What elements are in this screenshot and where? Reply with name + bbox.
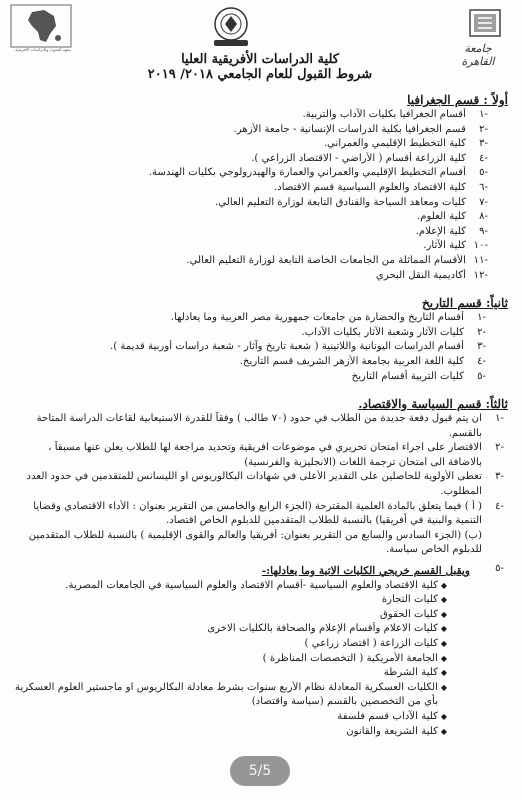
- list-item: [14, 123, 508, 138]
- list-item: [14, 239, 508, 254]
- bullet-icon: ◆: [440, 580, 448, 590]
- list-item-text: كلية التخطيط الإقليمي والعمراني.: [323, 138, 466, 150]
- bullet-icon: ◆: [440, 609, 448, 619]
- list-item-text: قسم الجغرافيا بكلية الدراسات الإنسانية - جامعة الأزهر.: [233, 123, 466, 135]
- list-item-text: كلية اللغة العربية بجامعة الأزهر الشريف قسم التاريخ.: [239, 355, 464, 367]
- list-item-text: أقسام الدراسات اليونانية واللاتينية ( شعبة تاريخ وآثار - شعبة دراسات أوربية قديمة ).: [109, 341, 464, 353]
- admission-year-title: شروط القبول للعام الجامعي ٢٠١٨/ ٢٠١٩: [147, 67, 373, 82]
- history-list: [14, 311, 508, 384]
- list-number: -٩: [479, 225, 488, 237]
- faculty-item: [14, 652, 508, 667]
- faculty-item: [14, 622, 508, 637]
- list-item-text: أقسام الجغرافيا بكليات الآداب والتربية.: [302, 109, 466, 120]
- list-number: -٤: [477, 355, 486, 367]
- list-item-text: أكاديمية النقل البحري: [375, 269, 466, 281]
- faculty-name: كليات التجارة: [381, 594, 438, 606]
- list-item: [14, 326, 508, 341]
- list-item: [14, 166, 508, 181]
- list-item: [14, 441, 508, 470]
- list-number: -٢: [495, 442, 504, 454]
- politics-conditions-list: [14, 412, 508, 558]
- list-number: -٦: [479, 181, 488, 193]
- faculty-item: [14, 593, 508, 608]
- list-item-text: أقسام التاريخ والحضارة من جامعات جمهورية مصر العربية وما يعادلها.: [170, 312, 464, 324]
- faculty-name: الكليات العسكرية المعادلة نظام الأربع سنوات بشرط معادلة البكالريوس او ماجستير العلوم العسكرية بأي من التخصصين بالقسم (سياسة واقتصاد): [15, 681, 438, 708]
- list-item: [14, 529, 508, 558]
- faculty-item: [14, 710, 508, 725]
- faculty-item: [14, 637, 508, 652]
- list-number: -١٢: [473, 269, 488, 281]
- list-number: -١: [479, 109, 488, 120]
- list-item-text: ان يتم قبول دفعة جديدة من الطلاب في حدود (٧٠ طالب ) وفقاً للقدرة الاستيعابية لقاعات الدراسة المتاحة بالقسم.: [36, 413, 482, 439]
- list-number: -٨: [479, 211, 488, 223]
- list-item-text: كليات الآثار وشعبة الآثار بكليات الآداب.: [301, 326, 464, 338]
- list-item-text: كلية الإعلام.: [415, 225, 466, 237]
- bullet-icon: ◆: [440, 726, 448, 736]
- cairo-university-label: جامعة القاهرة: [461, 42, 495, 68]
- list-item-text: ( أ ) فيما يتعلق بالمادة العلمية المقترحة (الجزء الرابع والخامس من التقرير بعنوان : الأداء الاقتصادي وقضايا التنمية والبنية في أفريقيا) بالنسبة للطلاب المتقدمين للدبلوم الخاص اقتصاد.: [33, 500, 482, 527]
- geography-list: [14, 108, 508, 283]
- list-item-text: كلية العلوم.: [416, 211, 466, 223]
- list-number: -٥: [477, 370, 486, 382]
- list-number: -٤: [495, 500, 504, 512]
- list-item-text: الاقتصار على اجراء امتحان تحريري في موضوعات افريقية وتحديد مراجعة لها للطلاب يعلن عنها مسبقاً ، بالاضافة الى امتحان ترجمة اللغات (الانجليزية والفرنسية): [48, 442, 482, 468]
- list-number: -٤: [479, 152, 488, 164]
- bullet-icon: ◆: [440, 682, 448, 692]
- faculty-name: كلية الاقتصاد والعلوم السياسية -أقسام الاقتصاد والعلوم السياسية في الجامعات المصرية.: [65, 579, 438, 591]
- college-name: كلية الدراسات الأفريقية العليا: [181, 52, 339, 67]
- faculty-name: كلية الشرطة: [383, 667, 438, 679]
- section-title-geography: أولاً : قسم الجغرافيا: [407, 93, 508, 107]
- list-item-text: كلية الزراعة أقسام ( الأراضي - الاقتصاد الزراعي ).: [251, 152, 466, 164]
- list-item-text: تعطى الأولوية للحاصلين على التقدير الأعلى في شهادات البكالوريوس او الليسانس للمتقدمين في حدود العدد المطلوب.: [26, 471, 482, 498]
- faculty-item: [14, 666, 508, 681]
- faculty-name: كليات الزراعة ( اقتصاد زراعي ): [304, 638, 438, 649]
- list-number: -٢: [479, 123, 488, 135]
- list-item: [14, 470, 508, 499]
- list-item: [14, 412, 508, 441]
- section-title-politics: ثالثاً: قسم السياسة والاقتصاد.: [358, 397, 508, 412]
- page-indicator: 5/5: [230, 756, 290, 786]
- list-item: [14, 108, 508, 123]
- bullet-icon: ◆: [440, 639, 448, 648]
- list-item: [14, 137, 508, 152]
- list-item: [14, 196, 508, 211]
- list-item: [14, 152, 508, 167]
- university-seal-icon: [200, 4, 262, 48]
- list-number: -٢: [477, 326, 486, 338]
- cairo-university-logo-icon: [460, 4, 510, 44]
- list-number: -٥: [495, 563, 504, 575]
- section-title-history: ثانياً: قسم التاريخ: [422, 296, 508, 311]
- africa-institute-logo-icon: [10, 4, 72, 48]
- list-number: -٥: [479, 167, 488, 179]
- faculty-item: [14, 725, 508, 740]
- bullet-icon: ◆: [440, 668, 448, 678]
- faculty-item: [14, 681, 508, 710]
- list-item-text: أقسام التخطيط الإقليمي والعمراني والعمارة والهيدرولوجي بكليات الهندسة.: [148, 167, 466, 179]
- list-number: -١١: [473, 254, 488, 266]
- faculty-name: كلية الشريعة والقانون: [346, 725, 438, 737]
- document-body: [14, 88, 508, 739]
- list-item-text: الأقسام المماثلة من الجامعات الخاصة التابعة لوزارة التعليم العالي.: [186, 254, 466, 266]
- list-number: -٧: [479, 196, 488, 208]
- faculty-name: الجامعة الأمريكية ( التخصصات المناظرة ): [262, 652, 438, 664]
- list-item: [14, 311, 508, 326]
- list-item: [14, 269, 508, 284]
- list-item-text: كليات ومعاهد السياحة والفنادق التابعة لوزارة التعليم العالي.: [215, 196, 466, 208]
- list-number: -٣: [477, 341, 486, 353]
- list-item: [14, 355, 508, 370]
- list-item-text: كلية الآثار.: [423, 240, 466, 252]
- list-item: [14, 181, 508, 196]
- list-number: -١: [477, 312, 486, 324]
- list-item: [14, 254, 508, 269]
- list-item: [14, 370, 508, 385]
- bullet-icon: ◆: [440, 711, 448, 721]
- bullet-icon: ◆: [440, 653, 448, 663]
- politics-faculties-list: [14, 579, 508, 740]
- politics-faculties-heading: ويقبل القسم خريجي الكليات الاتية وما يعادلها:-: [261, 565, 470, 578]
- document-title: [90, 52, 430, 82]
- bullet-icon: ◆: [440, 624, 448, 634]
- list-item-text: (ب) (الجزء السادس والسابع من التقرير بعنوان: أفريقيا والعالم والقوى الإقليمية ) بالنسبة للطلاب المتقدمين للدبلوم الخاص سياسة.: [28, 529, 482, 556]
- list-item: [14, 210, 508, 225]
- list-item: [14, 500, 508, 529]
- list-number: -١٠: [473, 240, 488, 252]
- list-item: [14, 340, 508, 355]
- logo-left-caption: معهد البحوث والدراسات الأفريقية: [15, 47, 71, 52]
- bullet-icon: ◆: [440, 595, 448, 605]
- list-item: [14, 225, 508, 240]
- faculty-item: [14, 579, 508, 594]
- faculty-name: كلية الآداب قسم فلسفة: [337, 710, 438, 722]
- faculty-item: [14, 608, 508, 623]
- faculty-name: كليات الاعلام وأقسام الإعلام والصحافة بالكليات الاخرى: [207, 623, 438, 635]
- document-header: [0, 0, 522, 68]
- politics-faculties-heading-row: [14, 562, 508, 579]
- faculty-name: كليات الحقوق: [379, 608, 438, 620]
- list-number: -٣: [479, 138, 488, 150]
- list-item-text: كليات التربية أقسام التاريخ: [351, 370, 464, 382]
- list-number: -٣: [495, 471, 504, 483]
- list-number: -١: [495, 413, 504, 425]
- list-item-text: كلية الاقتصاد والعلوم السياسية قسم الاقتصاد.: [273, 181, 466, 193]
